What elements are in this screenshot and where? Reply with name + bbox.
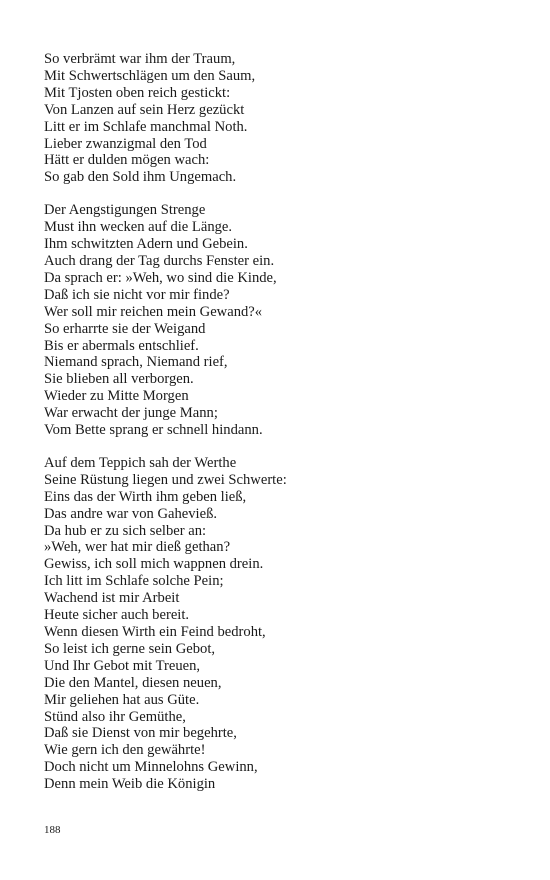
verse-line: Ich litt im Schlafe solche Pein; (44, 573, 224, 590)
verse-line: Auf dem Teppich sah der Werthe (44, 454, 237, 471)
verse-line: Bis er abermals entschlief. (44, 337, 199, 354)
verse-line: Sie blieben all verborgen. (44, 371, 194, 388)
verse-line: Daß sie Dienst von mir begehrte, (44, 725, 237, 742)
verse-line: Und Ihr Gebot mit Treuen, (44, 657, 201, 674)
verse-line: Von Lanzen auf sein Herz gezückt (44, 101, 245, 118)
verse-line: Mir geliehen hat aus Güte. (44, 691, 200, 708)
verse-line: Must ihn wecken auf die Länge. (44, 219, 233, 236)
verse-line: Litt er im Schlafe manchmal Noth. (44, 118, 248, 135)
verse-line: Mit Tjosten oben reich gestickt: (44, 84, 231, 101)
verse-line: Heute sicher auch bereit. (44, 607, 190, 624)
verse-line: Wieder zu Mitte Morgen (44, 388, 189, 405)
stanza-3 (44, 455, 514, 793)
verse-line: So erharrte sie der Weigand (44, 320, 206, 337)
verse-line: Wenn diesen Wirth ein Feind bedroht, (44, 624, 266, 640)
verse-line: Eins das der Wirth ihm geben ließ, (44, 488, 247, 505)
verse-line: Da sprach er: »Weh, wo sind die Kinde, (44, 269, 277, 286)
verse-line: Die den Mantel, diesen neuen, (44, 674, 222, 691)
verse-line: Hätt er dulden mögen wach: (44, 152, 210, 169)
verse-line: Denn mein Weib die Königin (44, 776, 216, 793)
verse-line: Niemand sprach, Niemand rief, (44, 354, 228, 371)
verse-line: Da hub er zu sich selber an: (44, 522, 207, 539)
verse-line: So gab den Sold ihm Ungemach. (44, 169, 237, 186)
verse-line: Das andre war von Gahevieß. (44, 505, 218, 522)
verse-line: Seine Rüstung liegen und zwei Schwerte: (44, 471, 287, 488)
verse-line: War erwacht der junge Mann; (44, 405, 218, 422)
verse-line: So leist ich gerne sein Gebot, (44, 640, 216, 657)
verse-line: Wachend ist mir Arbeit (44, 590, 180, 607)
stanza-1 (44, 51, 514, 186)
verse-line: So verbrämt war ihm der Traum, (44, 51, 236, 67)
verse-line: Lieber zwanzigmal den Tod (44, 135, 207, 152)
verse-line: Auch drang der Tag durchs Fenster ein. (44, 252, 275, 269)
poem-text (44, 51, 514, 809)
verse-line: Gewiss, ich soll mich wappnen drein. (44, 556, 264, 573)
verse-line: Ihm schwitzten Adern und Gebein. (44, 236, 248, 253)
verse-line: »Weh, wer hat mir dieß gethan? (44, 539, 231, 556)
verse-line: Doch nicht um Minnelohns Gewinn, (44, 759, 258, 776)
verse-line: Wie gern ich den gewährte! (44, 742, 206, 759)
page-number: 188 (44, 824, 61, 836)
verse-line: Der Aengstigungen Strenge (44, 202, 206, 219)
verse-line: Daß ich sie nicht vor mir finde? (44, 286, 230, 303)
stanza-2 (44, 202, 514, 439)
verse-line: Vom Bette sprang er schnell hindann. (44, 422, 263, 439)
verse-line: Wer soll mir reichen mein Gewand?« (44, 303, 263, 320)
verse-line: Stünd also ihr Gemüthe, (44, 708, 186, 725)
verse-line: Mit Schwertschlägen um den Saum, (44, 67, 256, 84)
